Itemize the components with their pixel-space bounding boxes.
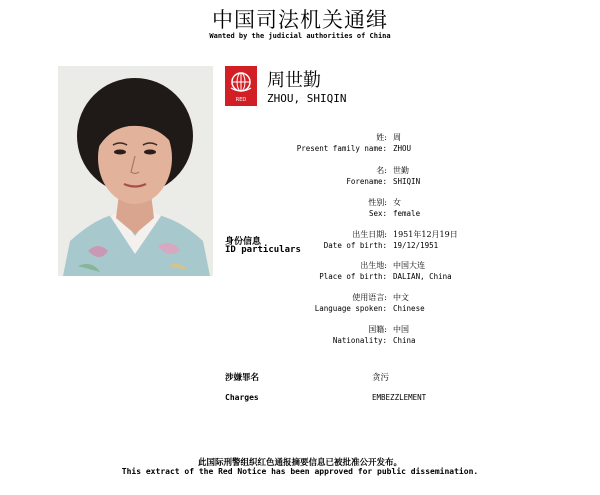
field-value-cn: 周	[393, 133, 401, 142]
charges-label-cn: 涉嫌罪名	[225, 373, 260, 383]
field-value-en: female	[393, 209, 421, 218]
field-value-cn: 1951年12月19日	[393, 230, 458, 239]
field-label-en: Forename:	[346, 177, 387, 186]
charges-value-cn: 贪污	[372, 373, 390, 383]
field-family-name	[240, 132, 600, 154]
portrait-photo	[58, 66, 213, 276]
field-sex	[240, 197, 600, 219]
charges-label-en: Charges	[225, 393, 259, 402]
field-label-en: Present family name:	[296, 144, 387, 153]
field-language	[240, 292, 600, 314]
field-label-cn: 姓:	[376, 133, 387, 142]
person-name-en: ZHOU, SHIQIN	[267, 92, 347, 105]
field-value-en: DALIAN, China	[393, 272, 452, 281]
field-label-cn: 使用语言:	[352, 293, 387, 302]
page-title: 中国司法机关通缉	[212, 8, 388, 32]
field-label-en: Language spoken:	[314, 304, 387, 313]
section-label-en: ID particulars	[225, 245, 301, 255]
portrait-illustration	[58, 66, 213, 276]
field-label-en: Nationality:	[332, 336, 387, 345]
field-label-cn: 国籍:	[368, 325, 387, 334]
field-value-cn: 中文	[393, 293, 409, 302]
field-value-cn: 中国	[393, 325, 409, 334]
field-label-en: Sex:	[368, 209, 387, 218]
field-label-en: Place of birth:	[319, 272, 387, 281]
section-label-cn: 身份信息	[225, 237, 262, 247]
field-forename	[240, 165, 600, 187]
field-value-cn: 中国大连	[393, 261, 425, 270]
footer-notice-cn: 此国际刑警组织红色通报摘要信息已被批准公开发布。	[197, 458, 402, 468]
field-value-en: SHIQIN	[393, 177, 421, 186]
footer-notice-en: This extract of the Red Notice has been approved for public dissemination.	[121, 467, 479, 476]
field-date-of-birth	[240, 229, 600, 251]
field-label-en: Date of birth:	[323, 241, 387, 250]
field-label-cn: 出生地:	[360, 261, 387, 270]
field-value-cn: 女	[393, 198, 401, 207]
field-label-cn: 名:	[376, 166, 387, 175]
field-label-cn: 性别:	[368, 198, 387, 207]
interpol-emblem-icon	[225, 66, 257, 106]
field-place-of-birth	[240, 260, 600, 282]
field-value-en: 19/12/1951	[393, 241, 439, 250]
person-name-cn: 周世勤	[267, 70, 321, 91]
field-value-cn: 世勤	[393, 166, 409, 175]
field-nationality	[240, 324, 600, 346]
field-value-en: Chinese	[393, 304, 425, 313]
logo-text: RED	[235, 97, 247, 103]
field-value-en: ZHOU	[393, 144, 412, 153]
field-value-en: China	[393, 336, 416, 345]
field-label-cn: 出生日期:	[352, 230, 387, 239]
interpol-logo	[225, 66, 257, 106]
page-subtitle: Wanted by the judicial authorities of China	[209, 32, 391, 40]
charges-value-en: EMBEZZLEMENT	[372, 393, 427, 402]
